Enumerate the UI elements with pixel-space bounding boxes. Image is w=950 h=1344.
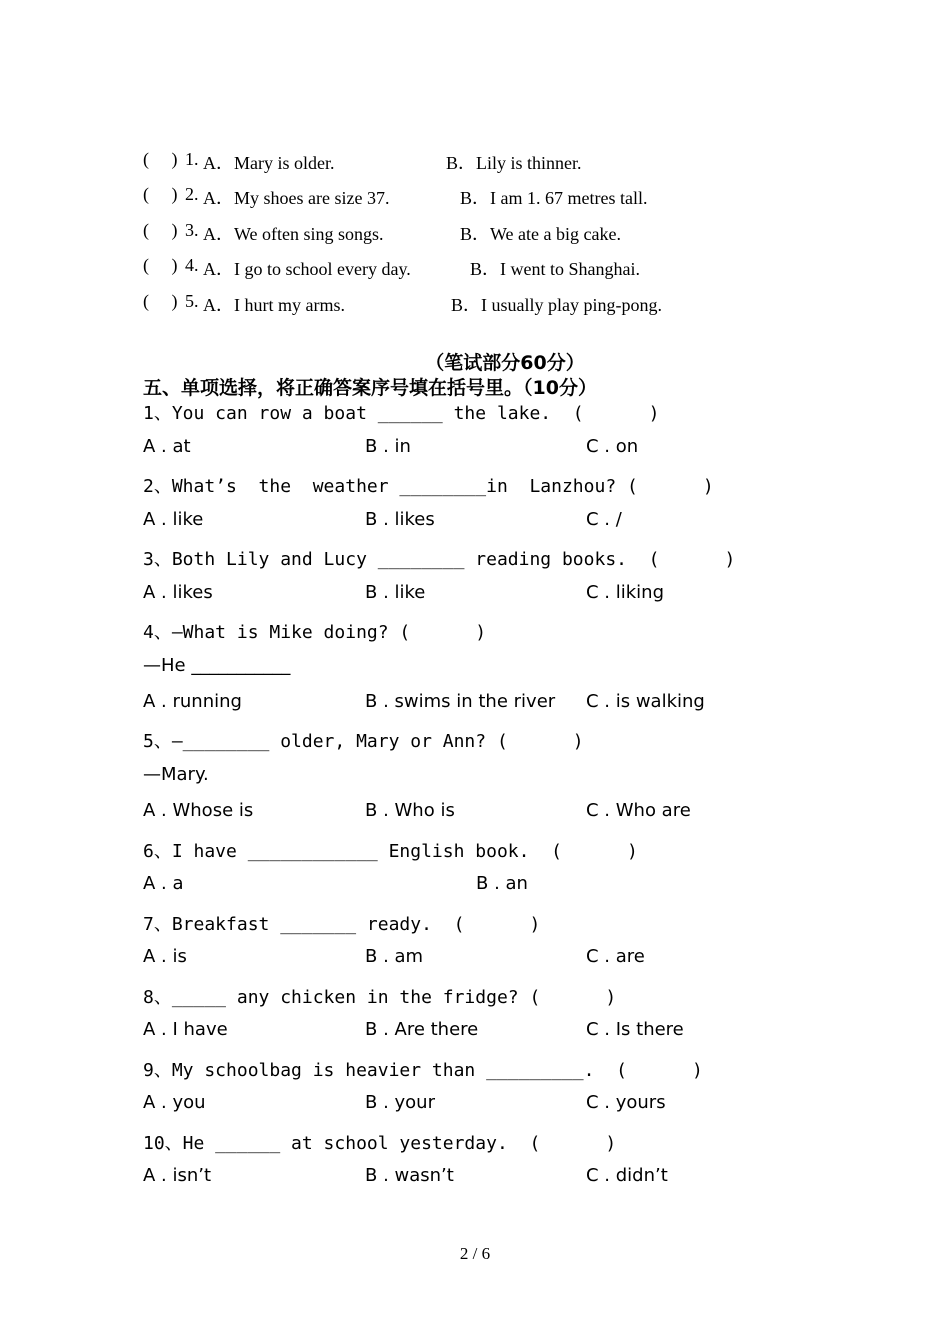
answer-bracket: ( ) [143,184,178,204]
item-number: 4. [185,255,199,275]
item-number: 2. [185,184,199,204]
choice-a: A . is [143,946,187,967]
question-stem: 9、My schoolbag is heavier than _________. ( ) [143,1060,703,1081]
choice-a: A . isn’t [143,1165,212,1186]
page-number: 2 / 6 [459,1244,491,1263]
option-b: B．Lily is thinner. [446,153,582,173]
choice-a: A . you [143,1092,206,1113]
choice-c: C . liking [586,582,664,603]
question-stem: 8、_____ any chicken in the fridge? ( ) [143,987,617,1008]
option-b: B．We ate a big cake. [460,224,621,244]
choice-c: C . Is there [586,1019,684,1040]
section-title: 五、单项选择，将正确答案序号填在括号里。（10分） [143,377,597,399]
answer-line: —Mary. [143,764,209,785]
answer-bracket: ( ) [143,149,178,169]
choice-a: A . likes [143,582,213,603]
question-stem: 10、He ______ at school yesterday. ( ) [143,1133,617,1154]
written-part-title: （笔试部分60分） [425,352,585,374]
choice-a: A . at [143,436,191,457]
choice-c: C . on [586,436,639,457]
choice-a: A . Whose is [143,800,254,821]
choice-c: C . yours [586,1092,666,1113]
question-stem: 2、What’s the weather ________in Lanzhou? ( ) [143,476,714,497]
choice-c: C . are [586,946,645,967]
option-b: B．I went to Shanghai. [470,259,640,279]
question-stem: 5、—________ older, Mary or Ann? ( ) [143,731,584,752]
choice-a: A . a [143,873,184,894]
choice-a: A . running [143,691,242,712]
choice-b: B . wasn’t [365,1165,454,1186]
question-stem: 4、—What is Mike doing? ( ) [143,622,487,643]
choice-c: C . didn’t [586,1165,668,1186]
option-a: A．I go to school every day. [203,259,411,279]
choice-b: B . an [476,873,528,894]
question-stem: 1、You can row a boat ______ the lake. ( ) [143,403,660,424]
choice-b: B . likes [365,509,435,530]
option-a: A．We often sing songs. [203,224,384,244]
item-number: 3. [185,220,199,240]
choice-b: B . Are there [365,1019,479,1040]
answer-line: —He ___________ [143,655,291,676]
answer-bracket: ( ) [143,291,178,311]
choice-b: B . your [365,1092,435,1113]
choice-b: B . Who is [365,800,455,821]
choice-c: C . Who are [586,800,691,821]
choice-a: A . I have [143,1019,228,1040]
choice-b: B . in [365,436,411,457]
option-a: A．My shoes are size 37. [203,188,390,208]
item-number: 5. [185,291,199,311]
option-a: A．I hurt my arms. [203,295,345,315]
answer-bracket: ( ) [143,220,178,240]
option-a: A．Mary is older. [203,153,335,173]
question-stem: 3、Both Lily and Lucy ________ reading books. ( ) [143,549,736,570]
choice-c: C . / [586,509,622,530]
item-number: 1. [185,149,199,169]
answer-bracket: ( ) [143,255,178,275]
choice-a: A . like [143,509,204,530]
choice-b: B . am [365,946,424,967]
question-stem: 6、I have ____________ English book. ( ) [143,841,638,862]
choice-b: B . like [365,582,426,603]
choice-b: B . swims in the river [365,691,556,712]
question-stem: 7、Breakfast _______ ready. ( ) [143,914,541,935]
option-b: B．I am 1. 67 metres tall. [460,188,648,208]
option-b: B．I usually play ping-pong. [451,295,662,315]
choice-c: C . is walking [586,691,705,712]
